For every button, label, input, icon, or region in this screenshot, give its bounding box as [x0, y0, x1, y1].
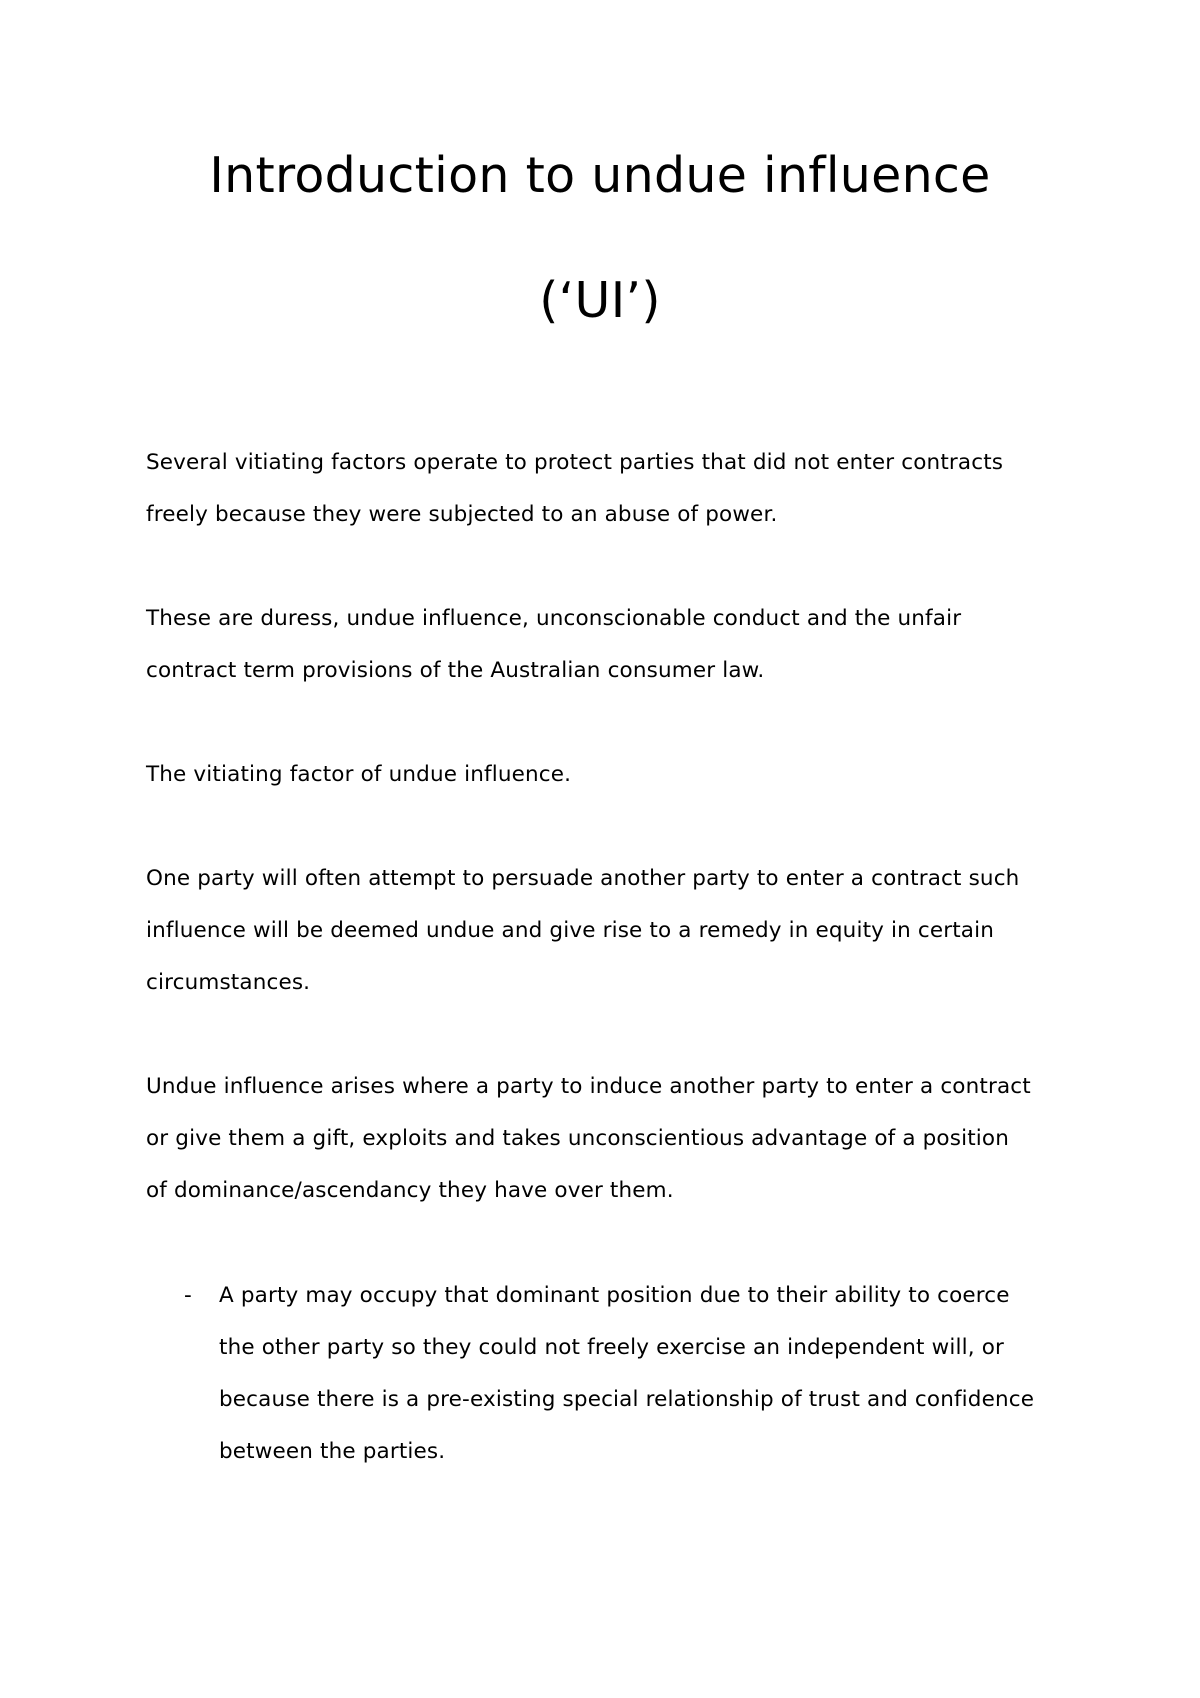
bullet-dash: -: [184, 1283, 192, 1308]
paragraph-line: Undue influence arises where a party to induce another party to enter a contract: [146, 1074, 1031, 1099]
paragraph-line: contract term provisions of the Australian consumer law.: [146, 658, 765, 683]
paragraph-line: freely because they were subjected to an abuse of power.: [146, 502, 778, 527]
paragraph-vitiating-factors: [146, 437, 1086, 541]
paragraph-line: or give them a gift, exploits and takes unconscientious advantage of a position: [146, 1126, 1009, 1151]
bullet-line: the other party so they could not freely exercise an independent will, or: [219, 1335, 1004, 1360]
paragraph-list-of-factors: [146, 593, 1086, 697]
paragraph-subheading: [146, 749, 1086, 801]
paragraph-persuasion: [146, 853, 1086, 1009]
paragraph-definition: [146, 1061, 1086, 1217]
paragraph-line: The vitiating factor of undue influence.: [146, 762, 572, 787]
paragraph-line: These are duress, undue influence, unconscionable conduct and the unfair: [146, 606, 962, 631]
paragraph-line: circumstances.: [146, 970, 311, 995]
paragraph-line: One party will often attempt to persuade another party to enter a contract such: [146, 866, 1020, 891]
bullet-line: A party may occupy that dominant position due to their ability to coerce: [219, 1283, 1010, 1308]
document-title: Introduction to undue influence: [209, 147, 991, 204]
bullet-line: between the parties.: [219, 1439, 446, 1464]
bullet-list: [146, 1270, 1086, 1478]
document-title-abbreviation: (‘UI’): [539, 272, 661, 329]
bullet-line: because there is a pre-existing special relationship of trust and confidence: [219, 1387, 1035, 1412]
bullet-text: [219, 1270, 1086, 1478]
paragraph-line: Several vitiating factors operate to protect parties that did not enter contracts: [146, 450, 1004, 475]
paragraph-line: influence will be deemed undue and give rise to a remedy in equity in certain: [146, 918, 995, 943]
paragraph-line: of dominance/ascendancy they have over them.: [146, 1178, 674, 1203]
list-item: [146, 1270, 1086, 1478]
